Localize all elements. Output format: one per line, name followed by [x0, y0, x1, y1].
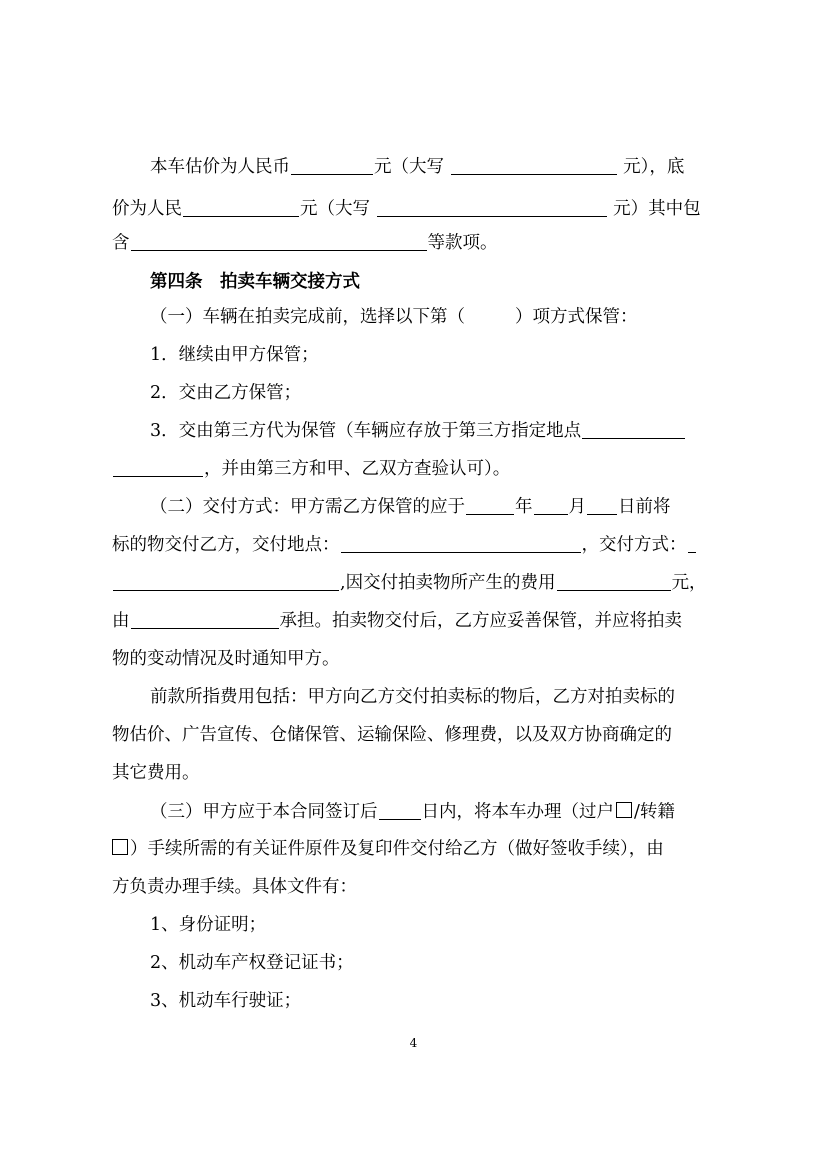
text: 月 [568, 497, 586, 517]
text: 元），底 [623, 157, 685, 177]
documents-line-3: 方负责办理手续。具体文件有： [112, 877, 357, 897]
custody-option-3-cont [112, 452, 510, 486]
document-item-3: 3、机动车行驶证； [150, 991, 302, 1011]
text: 承担。拍卖物交付后，乙方应妥善保管，并应将拍卖 [279, 611, 682, 631]
documents-line-2 [112, 832, 664, 866]
custody-intro [150, 300, 638, 334]
blank-reserve-price [183, 194, 299, 217]
text: 日前将 [618, 497, 671, 517]
text: /转籍 [634, 802, 675, 822]
delivery-line-1 [150, 490, 671, 524]
text: 元）其中包 [613, 199, 701, 219]
blank-included-items [131, 228, 427, 251]
page-number: 4 [409, 1036, 418, 1050]
blank-appraised-value [291, 152, 373, 175]
document-item-2: 2、机动车产权登记证书； [150, 953, 354, 973]
blank-day [587, 492, 617, 515]
text: 标的物交付乙方，交付地点： [112, 535, 340, 555]
blank-year [466, 492, 514, 515]
text: ）项方式保管： [515, 307, 638, 327]
text: 等款项。 [427, 233, 498, 253]
blank-appraised-value-words [451, 152, 617, 175]
text: 元（大写 [374, 157, 444, 177]
blank-delivery-method-cont [113, 568, 339, 591]
text: ,因交付拍卖物所产生的费用 [340, 573, 556, 593]
blank-third-party-location-cont [113, 454, 203, 477]
text: （一）车辆在拍卖完成前，选择以下第（ [150, 307, 465, 327]
checkbox-relocation [112, 839, 128, 855]
text: 元， [671, 573, 707, 593]
text: 日内，将本车办理（过户 [421, 802, 614, 822]
valuation-line-1 [150, 150, 684, 184]
blank-days [379, 797, 421, 820]
delivery-line-4 [112, 604, 682, 638]
blank-delivery-method [688, 530, 696, 553]
text: （二）交付方式：甲方需乙方保管的应于 [150, 497, 465, 517]
text: 本车估价为人民币 [150, 157, 290, 177]
delivery-line-2 [112, 528, 697, 562]
text: ，并由第三方和甲、乙双方查验认可）。 [204, 459, 511, 479]
fee-line-2: 物估价、广告宣传、仓储保管、运输保险、修理费，以及双方协商确定的 [112, 725, 672, 745]
text: 年 [515, 497, 533, 517]
delivery-line-5: 物的变动情况及时通知甲方。 [112, 649, 340, 669]
text: 价为人民 [112, 199, 182, 219]
valuation-line-3 [112, 226, 498, 260]
delivery-line-3 [112, 566, 707, 600]
text: 3．交由第三方代为保管（车辆应存放于第三方指定地点 [150, 421, 582, 441]
blank-reserve-price-words [377, 194, 607, 217]
blank-month [534, 492, 568, 515]
text: 含 [112, 233, 130, 253]
custody-option-3 [150, 414, 686, 448]
documents-line-1 [150, 795, 675, 829]
checkbox-transfer [616, 802, 632, 818]
fee-line-1: 前款所指费用包括：甲方向乙方交付拍卖标的物后，乙方对拍卖标的 [150, 687, 675, 707]
document-item-1: 1、身份证明； [150, 915, 267, 935]
text: ）手续所需的有关证件原件及复印件交付给乙方（做好签收手续），由 [130, 839, 664, 859]
valuation-line-2 [112, 192, 701, 226]
blank-cost-bearer [131, 606, 279, 629]
blank-delivery-location [341, 530, 581, 553]
article-4-title: 第四条 拍卖车辆交接方式 [150, 272, 360, 292]
blank-delivery-cost [557, 568, 671, 591]
text: （三）甲方应于本合同签订后 [150, 802, 378, 822]
text: 由 [112, 611, 130, 631]
blank-third-party-location [582, 416, 685, 439]
text: ，交付方式： [581, 535, 687, 555]
custody-option-2: 2．交由乙方保管； [150, 383, 302, 403]
text: 元（大写 [300, 199, 370, 219]
fee-line-3: 其它费用。 [112, 763, 200, 783]
custody-option-1: 1．继续由甲方保管； [150, 345, 319, 365]
